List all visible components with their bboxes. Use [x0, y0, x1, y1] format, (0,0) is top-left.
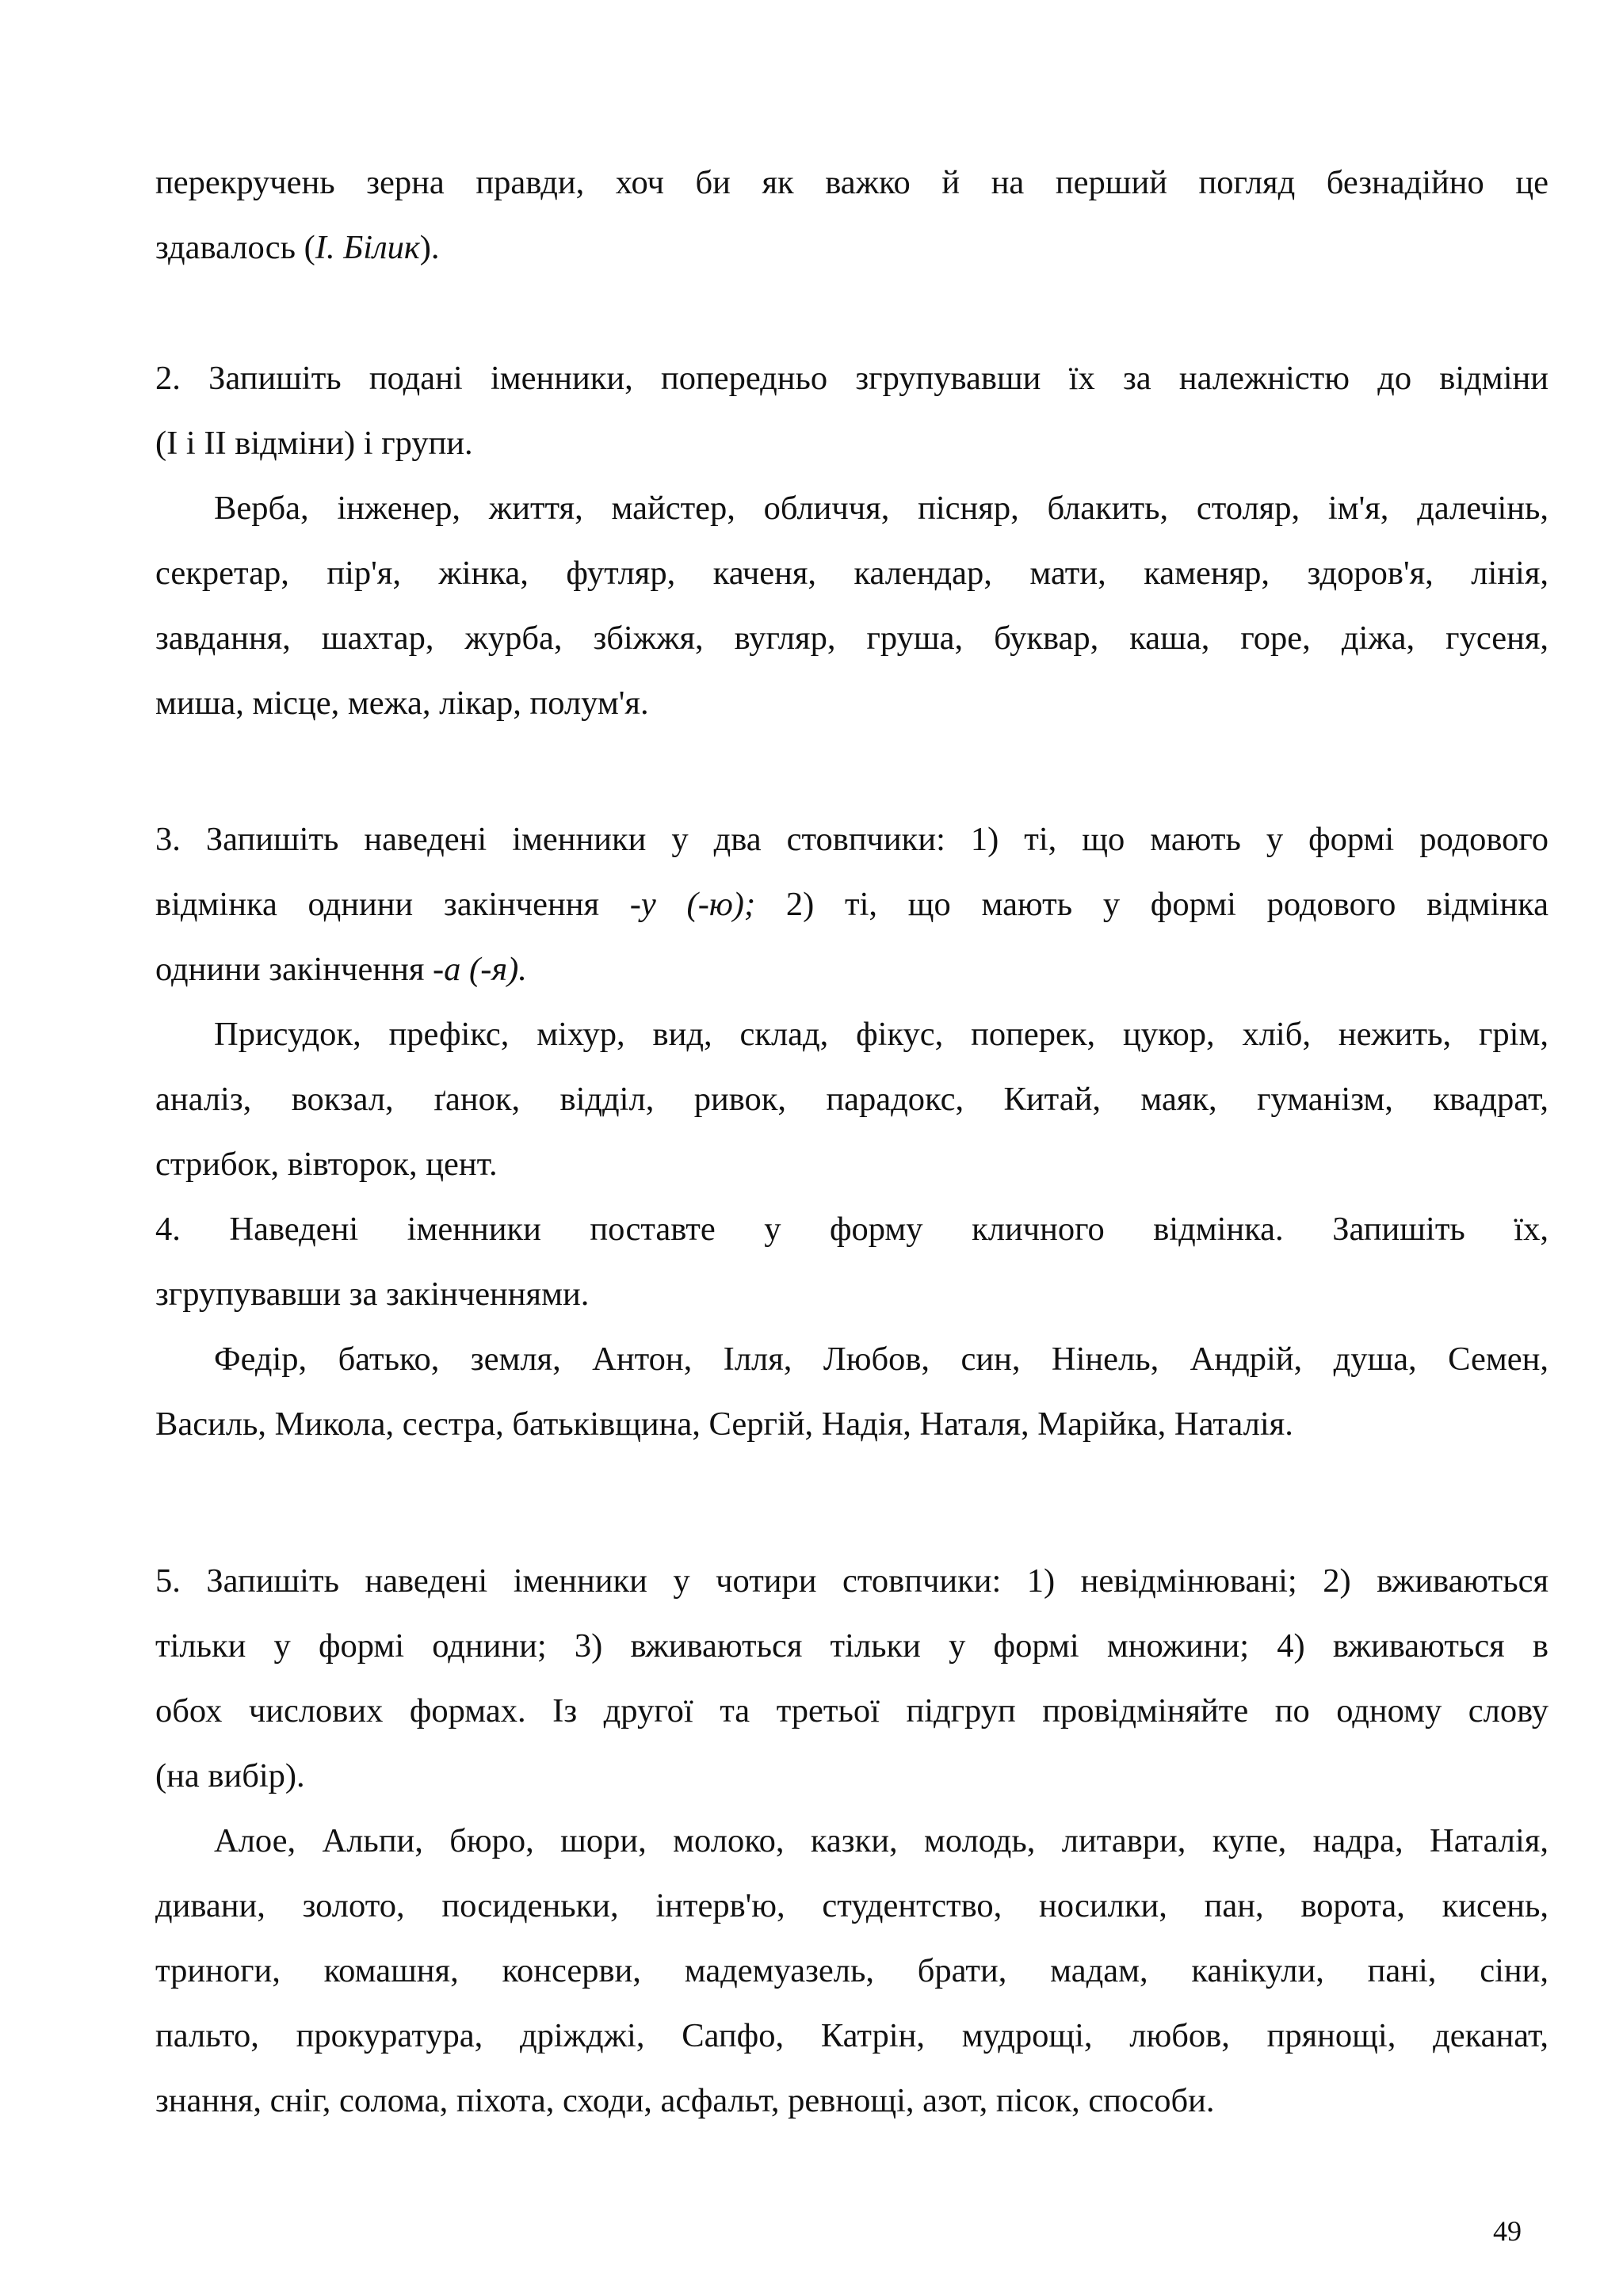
text-run: 2) ті, що мають у формі родового відмінка [755, 886, 1549, 923]
text-line: 3. Запишіть наведені іменники у два стовпчики: 1) ті, що мають у формі родового [155, 821, 1549, 858]
text-line: (на вибір). [155, 1757, 305, 1794]
text-line: перекручень зерна правди, хоч би як важко й на перший погляд безнадійно це [155, 164, 1549, 201]
italic-text: -у (-ю); [629, 886, 756, 923]
text-line: 2. Запишіть подані іменники, попередньо згрупувавши їх за належністю до відміни [155, 360, 1549, 397]
text-line: знання, сніг, солома, піхота, сходи, асфальт, ревнощі, азот, пісок, способи. [155, 2082, 1215, 2119]
text-run: відмінка однини закінчення [155, 886, 630, 923]
text-line: обох числових формах. Із другої та третьої підгруп провідміняйте по одному слову [155, 1692, 1549, 1730]
paragraph-task-2 [155, 346, 1549, 736]
text-line: (І і ІІ відміни) і групи. [155, 425, 473, 462]
paragraph-intro-continuation [155, 151, 1549, 280]
text-run: однини закінчення [155, 951, 433, 988]
text-line: згрупувавши за закінченнями. [155, 1276, 590, 1313]
text-line: 5. Запишіть наведені іменники у чотири стовпчики: 1) невідмінювані; 2) вживаються [155, 1562, 1549, 1600]
text-line: миша, місце, межа, лікар, полум'я. [155, 685, 649, 722]
text-line [155, 215, 1549, 280]
text-line: тільки у формі однини; 3) вживаються тільки у формі множини; 4) вживаються в [155, 1627, 1549, 1665]
text-line: секретар, пір'я, жінка, футляр, каченя, календар, мати, каменяр, здоров'я, лінія, [155, 555, 1549, 592]
text-line: пальто, прокуратура, дріжджі, Сапфо, Катрін, мудрощі, любов, прянощі, деканат, [155, 2017, 1549, 2054]
text-line: Василь, Микола, сестра, батьківщина, Сергій, Надія, Наталя, Марійка, Наталія. [155, 1405, 1293, 1443]
text-line [155, 937, 1549, 1002]
italic-text: І. Білик [315, 229, 420, 266]
text-line: завдання, шахтар, журба, збіжжя, вугляр, груша, буквар, каша, горе, діжа, гусеня, [155, 620, 1549, 657]
text-run: ). [419, 229, 440, 266]
text-line: дивани, золото, посиденьки, інтерв'ю, студентство, носилки, пан, ворота, кисень, [155, 1887, 1549, 1924]
paragraph-task-5 [155, 1549, 1549, 2134]
text-line: Верба, інженер, життя, майстер, обличчя, пісняр, блакить, столяр, ім'я, далечінь, [214, 490, 1549, 527]
document-page [155, 0, 1549, 2296]
text-run: здавалось ( [155, 229, 315, 266]
text-line: триноги, комашня, консерви, мадемуазель, брати, мадам, канікули, пані, сіни, [155, 1952, 1549, 1989]
text-line: аналіз, вокзал, ґанок, відділ, ривок, парадокс, Китай, маяк, гуманізм, квадрат, [155, 1081, 1549, 1118]
text-line: Алое, Альпи, бюро, шори, молоко, казки, молодь, литаври, купе, надра, Наталія, [214, 1822, 1549, 1859]
text-line: Федір, батько, земля, Антон, Ілля, Любов, син, Нінель, Андрій, душа, Семен, [214, 1341, 1549, 1378]
text-line: 4. Наведені іменники поставте у форму кличного відмінка. Запишіть їх, [155, 1211, 1549, 1248]
text-line: Присудок, префікс, міхур, вид, склад, фікус, поперек, цукор, хліб, нежить, грім, [214, 1016, 1549, 1053]
text-line [155, 872, 1549, 937]
page-number: 49 [1493, 2215, 1522, 2247]
italic-text: -а (-я). [433, 951, 527, 988]
text-line: стрибок, вівторок, цент. [155, 1146, 498, 1183]
paragraph-task-3 [155, 807, 1549, 1457]
